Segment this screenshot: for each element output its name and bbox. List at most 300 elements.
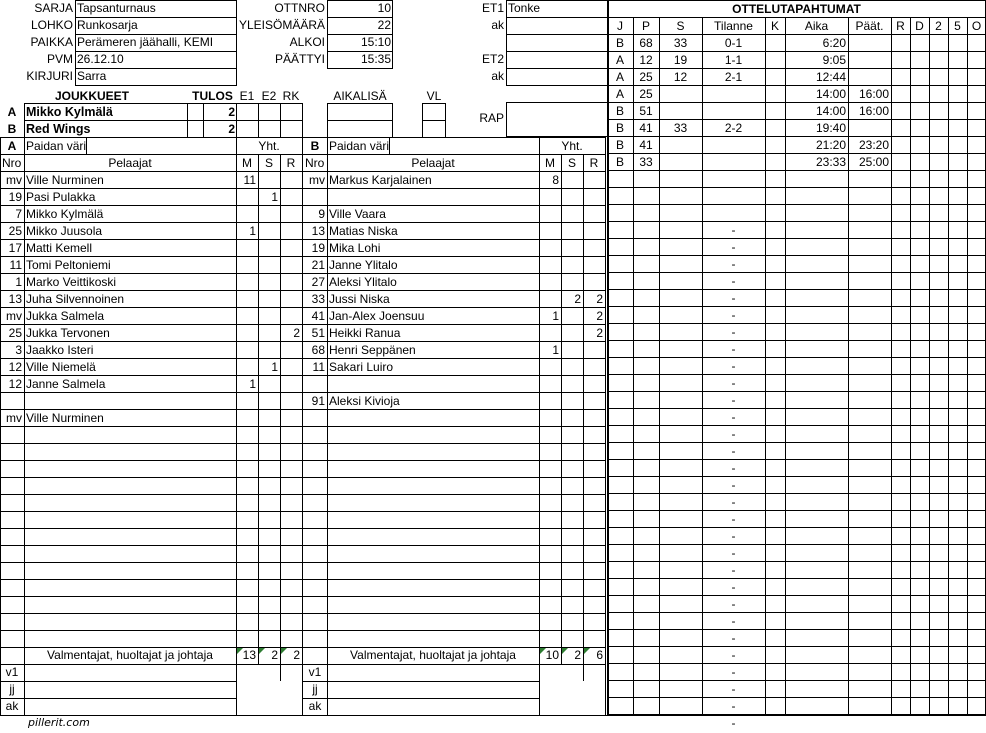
assists-field[interactable]	[561, 376, 583, 393]
event-d-field[interactable]	[910, 290, 929, 307]
event-two-field[interactable]	[929, 69, 948, 86]
event-scorer-field[interactable]	[633, 511, 659, 528]
event-d-field[interactable]	[910, 222, 929, 239]
event-o-field[interactable]	[967, 426, 986, 443]
event-scorer-field[interactable]	[633, 324, 659, 341]
event-team-field[interactable]	[607, 256, 633, 273]
penalty-field[interactable]	[280, 172, 302, 189]
event-score-field[interactable]: -	[731, 699, 736, 713]
penalty-field[interactable]	[583, 495, 605, 512]
player-number-field[interactable]: 17	[8, 241, 22, 255]
player-number-field[interactable]: 25	[8, 326, 22, 340]
event-team-field[interactable]	[607, 409, 633, 426]
assists-field[interactable]	[561, 580, 583, 597]
player-name-field[interactable]	[327, 495, 539, 512]
event-two-field[interactable]	[929, 596, 948, 613]
event-two-field[interactable]	[929, 460, 948, 477]
field-et2[interactable]	[506, 51, 606, 68]
player-number-field[interactable]	[0, 393, 24, 410]
event-scorer-field[interactable]	[633, 528, 659, 545]
event-score-field[interactable]: -	[731, 444, 736, 458]
goals-field[interactable]	[539, 376, 561, 393]
penalty-field[interactable]	[280, 393, 302, 410]
player-name-field[interactable]	[327, 512, 539, 529]
player-number-field[interactable]: 51	[311, 326, 325, 340]
assists-field[interactable]	[561, 444, 583, 461]
event-assist-field[interactable]	[659, 375, 702, 392]
event-r-field[interactable]	[891, 715, 910, 732]
event-end-field[interactable]	[848, 545, 891, 562]
penalty-field[interactable]	[583, 393, 605, 410]
player-name-field[interactable]	[327, 376, 539, 393]
event-assist-field[interactable]: 19	[673, 53, 688, 67]
player-number-field[interactable]: 41	[311, 309, 325, 323]
event-scorer-field[interactable]: 12	[639, 53, 653, 67]
player-number-field[interactable]: mv	[6, 309, 22, 323]
event-r-field[interactable]	[891, 698, 910, 715]
penalty-field[interactable]	[583, 563, 605, 580]
event-o-field[interactable]	[967, 715, 986, 732]
event-o-field[interactable]	[967, 239, 986, 256]
event-end-field[interactable]	[848, 477, 891, 494]
penalty-field[interactable]	[583, 172, 605, 189]
goals-field[interactable]	[236, 614, 258, 631]
player-name-field[interactable]	[24, 529, 236, 546]
assists-field[interactable]	[561, 206, 583, 223]
event-score-field[interactable]: -	[731, 291, 736, 305]
event-team-field[interactable]	[607, 596, 633, 613]
event-end-field[interactable]	[848, 630, 891, 647]
event-assist-field[interactable]	[659, 562, 702, 579]
event-r-field[interactable]	[891, 188, 910, 205]
player-number-field[interactable]	[0, 614, 24, 631]
event-o-field[interactable]	[967, 460, 986, 477]
event-o-field[interactable]	[967, 52, 986, 69]
player-number-field[interactable]	[0, 512, 24, 529]
event-time-field[interactable]	[785, 290, 848, 307]
event-o-field[interactable]	[967, 120, 986, 137]
staff-name-field[interactable]	[24, 681, 236, 698]
goals-field[interactable]	[236, 359, 258, 376]
event-end-field[interactable]	[848, 35, 891, 52]
player-name-field[interactable]: Pasi Pulakka	[26, 190, 96, 204]
event-d-field[interactable]	[910, 698, 929, 715]
event-r-field[interactable]	[891, 511, 910, 528]
event-time-field[interactable]	[785, 392, 848, 409]
event-d-field[interactable]	[910, 358, 929, 375]
player-number-field[interactable]	[0, 597, 24, 614]
field-pvm[interactable]: 26.12.10	[77, 52, 124, 66]
event-time-field[interactable]	[785, 511, 848, 528]
event-time-field[interactable]: 6:20	[822, 36, 846, 50]
event-o-field[interactable]	[967, 324, 986, 341]
player-number-field[interactable]: 33	[311, 292, 325, 306]
goals-field[interactable]	[539, 597, 561, 614]
assists-field[interactable]	[561, 546, 583, 563]
penalty-field[interactable]	[583, 427, 605, 444]
goals-field[interactable]	[539, 529, 561, 546]
event-team-field[interactable]	[607, 545, 633, 562]
penalty-field[interactable]	[583, 631, 605, 648]
event-r-field[interactable]	[891, 409, 910, 426]
event-d-field[interactable]	[910, 426, 929, 443]
player-number-field[interactable]	[303, 614, 327, 631]
event-team-field[interactable]: B	[615, 36, 624, 50]
event-team-field[interactable]	[607, 273, 633, 290]
event-assist-field[interactable]	[659, 290, 702, 307]
event-two-field[interactable]	[929, 239, 948, 256]
penalty-field[interactable]	[280, 512, 302, 529]
event-team-field[interactable]: B	[615, 155, 624, 169]
event-d-field[interactable]	[910, 137, 929, 154]
event-scorer-field[interactable]	[633, 239, 659, 256]
event-d-field[interactable]	[910, 681, 929, 698]
event-d-field[interactable]	[910, 613, 929, 630]
event-two-field[interactable]	[929, 375, 948, 392]
event-five-field[interactable]	[948, 239, 967, 256]
goals-field[interactable]	[236, 631, 258, 648]
event-team-field[interactable]	[607, 426, 633, 443]
assists-field[interactable]	[258, 410, 280, 427]
event-time-field[interactable]	[785, 426, 848, 443]
goals-field[interactable]	[539, 274, 561, 291]
event-r-field[interactable]	[891, 205, 910, 222]
assists-field[interactable]	[258, 427, 280, 444]
event-two-field[interactable]	[929, 511, 948, 528]
player-number-field[interactable]: 68	[311, 343, 325, 357]
player-name-field[interactable]	[24, 614, 236, 631]
event-o-field[interactable]	[967, 307, 986, 324]
event-two-field[interactable]	[929, 715, 948, 732]
player-number-field[interactable]: 19	[8, 190, 22, 204]
event-team-field[interactable]	[607, 239, 633, 256]
event-two-field[interactable]	[929, 290, 948, 307]
event-scorer-field[interactable]	[633, 477, 659, 494]
assists-field[interactable]	[561, 597, 583, 614]
event-r-field[interactable]	[891, 562, 910, 579]
event-score-field[interactable]: -	[731, 342, 736, 356]
event-score-field[interactable]: -	[731, 495, 736, 509]
player-name-field[interactable]: Matias Niska	[329, 224, 398, 238]
event-two-field[interactable]	[929, 324, 948, 341]
event-r-field[interactable]	[891, 596, 910, 613]
player-name-field[interactable]	[327, 461, 539, 478]
event-o-field[interactable]	[967, 358, 986, 375]
event-scorer-field[interactable]	[633, 715, 659, 732]
event-score-field[interactable]: -	[731, 257, 736, 271]
event-team-field[interactable]	[607, 324, 633, 341]
player-name-field[interactable]	[24, 461, 236, 478]
player-name-field[interactable]	[24, 580, 236, 597]
goals-field[interactable]	[236, 410, 258, 427]
player-number-field[interactable]: 3	[15, 343, 22, 357]
player-number-field[interactable]	[0, 444, 24, 461]
event-team-field[interactable]	[607, 358, 633, 375]
event-assist-field[interactable]	[659, 324, 702, 341]
assists-field[interactable]	[561, 308, 583, 325]
event-r-field[interactable]	[891, 681, 910, 698]
penalty-field[interactable]	[280, 478, 302, 495]
goals-field[interactable]: 1	[249, 377, 256, 391]
event-scorer-field[interactable]: 51	[639, 104, 653, 118]
goals-field[interactable]: 1	[249, 224, 256, 238]
event-time-field[interactable]	[785, 630, 848, 647]
event-k-field[interactable]	[765, 375, 785, 392]
event-k-field[interactable]	[765, 579, 785, 596]
event-assist-field[interactable]	[659, 188, 702, 205]
event-o-field[interactable]	[967, 681, 986, 698]
field-et1[interactable]: Tonke	[508, 1, 541, 15]
assists-field[interactable]	[258, 495, 280, 512]
event-score-field[interactable]	[702, 86, 765, 103]
event-end-field[interactable]	[848, 664, 891, 681]
event-five-field[interactable]	[948, 35, 967, 52]
event-o-field[interactable]	[967, 630, 986, 647]
event-two-field[interactable]	[929, 256, 948, 273]
player-name-field[interactable]	[327, 614, 539, 631]
event-o-field[interactable]	[967, 137, 986, 154]
event-scorer-field[interactable]: 68	[639, 36, 653, 50]
event-time-field[interactable]	[785, 171, 848, 188]
event-r-field[interactable]	[891, 256, 910, 273]
event-five-field[interactable]	[948, 273, 967, 290]
event-assist-field[interactable]	[659, 137, 702, 154]
event-scorer-field[interactable]	[633, 613, 659, 630]
goals-field[interactable]	[539, 546, 561, 563]
event-k-field[interactable]	[765, 426, 785, 443]
goals-field[interactable]	[236, 512, 258, 529]
player-number-field[interactable]: mv	[309, 173, 325, 187]
event-scorer-field[interactable]	[633, 443, 659, 460]
event-d-field[interactable]	[910, 273, 929, 290]
penalty-field[interactable]	[280, 631, 302, 648]
penalty-field[interactable]	[280, 614, 302, 631]
event-score-field[interactable]	[702, 154, 765, 171]
event-r-field[interactable]	[891, 222, 910, 239]
event-scorer-field[interactable]	[633, 307, 659, 324]
event-r-field[interactable]	[891, 171, 910, 188]
event-time-field[interactable]: 14:00	[815, 87, 846, 101]
assists-field[interactable]	[561, 563, 583, 580]
event-two-field[interactable]	[929, 409, 948, 426]
player-name-field[interactable]: Ville Niemelä	[26, 360, 96, 374]
event-k-field[interactable]	[765, 613, 785, 630]
goals-field[interactable]	[236, 393, 258, 410]
event-k-field[interactable]	[765, 596, 785, 613]
event-k-field[interactable]	[765, 392, 785, 409]
event-k-field[interactable]	[765, 562, 785, 579]
event-scorer-field[interactable]	[633, 341, 659, 358]
event-time-field[interactable]	[785, 698, 848, 715]
event-team-field[interactable]: B	[615, 138, 624, 152]
event-team-field[interactable]	[607, 647, 633, 664]
event-assist-field[interactable]	[659, 426, 702, 443]
event-time-field[interactable]	[785, 375, 848, 392]
event-k-field[interactable]	[765, 681, 785, 698]
event-r-field[interactable]	[891, 307, 910, 324]
penalty-field[interactable]	[280, 546, 302, 563]
event-k-field[interactable]	[765, 630, 785, 647]
penalty-field[interactable]	[280, 563, 302, 580]
player-name-field[interactable]: Markus Karjalainen	[329, 173, 432, 187]
event-score-field[interactable]: -	[731, 461, 736, 475]
player-number-field[interactable]: mv	[6, 173, 22, 187]
event-five-field[interactable]	[948, 103, 967, 120]
event-team-field[interactable]	[607, 443, 633, 460]
assists-field[interactable]	[258, 631, 280, 648]
event-scorer-field[interactable]	[633, 222, 659, 239]
event-r-field[interactable]	[891, 494, 910, 511]
event-d-field[interactable]	[910, 579, 929, 596]
event-end-field[interactable]	[848, 222, 891, 239]
event-end-field[interactable]	[848, 528, 891, 545]
event-scorer-field[interactable]	[633, 409, 659, 426]
event-time-field[interactable]: 19:40	[815, 121, 846, 135]
event-o-field[interactable]	[967, 273, 986, 290]
event-end-field[interactable]	[848, 69, 891, 86]
player-number-field[interactable]	[303, 410, 327, 427]
player-number-field[interactable]: 11	[9, 258, 22, 272]
event-end-field[interactable]	[848, 290, 891, 307]
event-assist-field[interactable]	[659, 647, 702, 664]
goals-field[interactable]: 1	[552, 309, 559, 323]
player-name-field[interactable]	[24, 631, 236, 648]
event-two-field[interactable]	[929, 630, 948, 647]
penalty-field[interactable]	[583, 512, 605, 529]
event-assist-field[interactable]	[659, 154, 702, 171]
event-end-field[interactable]	[848, 494, 891, 511]
event-five-field[interactable]	[948, 562, 967, 579]
event-r-field[interactable]	[891, 290, 910, 307]
event-time-field[interactable]	[785, 341, 848, 358]
event-scorer-field[interactable]	[633, 545, 659, 562]
goals-field[interactable]	[539, 359, 561, 376]
event-k-field[interactable]	[765, 273, 785, 290]
event-scorer-field[interactable]	[633, 630, 659, 647]
event-five-field[interactable]	[948, 698, 967, 715]
assists-field[interactable]	[561, 257, 583, 274]
event-end-field[interactable]	[848, 443, 891, 460]
player-number-field[interactable]	[0, 478, 24, 495]
event-end-field[interactable]	[848, 239, 891, 256]
event-k-field[interactable]	[765, 86, 785, 103]
player-number-field[interactable]	[0, 495, 24, 512]
event-score-field[interactable]: -	[731, 427, 736, 441]
event-score-field[interactable]: -	[731, 665, 736, 679]
event-time-field[interactable]: 12:44	[815, 70, 846, 84]
goals-field[interactable]: 8	[552, 173, 559, 187]
event-end-field[interactable]	[848, 358, 891, 375]
event-team-field[interactable]	[607, 477, 633, 494]
penalty-field[interactable]	[280, 597, 302, 614]
penalty-field[interactable]	[583, 478, 605, 495]
event-end-field[interactable]	[848, 120, 891, 137]
event-r-field[interactable]	[891, 86, 910, 103]
event-assist-field[interactable]	[659, 494, 702, 511]
event-team-field[interactable]	[607, 375, 633, 392]
player-name-field[interactable]	[327, 478, 539, 495]
goals-field[interactable]: 1	[552, 343, 559, 357]
event-k-field[interactable]	[765, 137, 785, 154]
event-five-field[interactable]	[948, 341, 967, 358]
event-time-field[interactable]	[785, 205, 848, 222]
event-d-field[interactable]	[910, 528, 929, 545]
goals-field[interactable]	[539, 563, 561, 580]
event-time-field[interactable]	[785, 647, 848, 664]
assists-field[interactable]	[258, 529, 280, 546]
penalty-field[interactable]	[583, 240, 605, 257]
player-number-field[interactable]: 13	[311, 224, 325, 238]
event-end-field[interactable]	[848, 188, 891, 205]
player-name-field[interactable]	[327, 444, 539, 461]
event-team-field[interactable]	[607, 562, 633, 579]
event-o-field[interactable]	[967, 511, 986, 528]
assists-field[interactable]	[258, 546, 280, 563]
event-scorer-field[interactable]	[633, 171, 659, 188]
penalty-field[interactable]	[583, 529, 605, 546]
event-score-field[interactable]: -	[731, 512, 736, 526]
assists-field[interactable]	[561, 461, 583, 478]
event-assist-field[interactable]: 12	[673, 70, 688, 84]
assists-field[interactable]	[258, 325, 280, 342]
event-scorer-field[interactable]	[633, 647, 659, 664]
event-k-field[interactable]	[765, 715, 785, 732]
event-assist-field[interactable]	[659, 409, 702, 426]
event-o-field[interactable]	[967, 103, 986, 120]
event-o-field[interactable]	[967, 664, 986, 681]
event-scorer-field[interactable]	[633, 290, 659, 307]
event-team-field[interactable]	[607, 630, 633, 647]
event-d-field[interactable]	[910, 392, 929, 409]
event-score-field[interactable]: -	[731, 597, 736, 611]
event-assist-field[interactable]	[659, 341, 702, 358]
player-number-field[interactable]	[0, 580, 24, 597]
player-number-field[interactable]	[0, 529, 24, 546]
player-number-field[interactable]	[303, 563, 327, 580]
event-scorer-field[interactable]	[633, 562, 659, 579]
event-k-field[interactable]	[765, 460, 785, 477]
assists-field[interactable]	[258, 223, 280, 240]
event-r-field[interactable]	[891, 69, 910, 86]
event-five-field[interactable]	[948, 460, 967, 477]
event-team-field[interactable]	[607, 290, 633, 307]
assists-field[interactable]	[561, 393, 583, 410]
event-time-field[interactable]	[785, 613, 848, 630]
goals-field[interactable]	[236, 189, 258, 206]
event-end-field[interactable]	[848, 409, 891, 426]
event-r-field[interactable]	[891, 460, 910, 477]
event-r-field[interactable]	[891, 392, 910, 409]
assists-field[interactable]	[561, 478, 583, 495]
goals-field[interactable]	[236, 495, 258, 512]
event-team-field[interactable]	[607, 613, 633, 630]
event-score-field[interactable]: -	[731, 716, 736, 730]
penalty-field[interactable]	[583, 461, 605, 478]
player-number-field[interactable]: 91	[311, 394, 325, 408]
event-r-field[interactable]	[891, 528, 910, 545]
event-team-field[interactable]	[607, 205, 633, 222]
event-scorer-field[interactable]	[633, 579, 659, 596]
penalty-field[interactable]	[280, 274, 302, 291]
assists-field[interactable]	[258, 580, 280, 597]
event-d-field[interactable]	[910, 647, 929, 664]
event-d-field[interactable]	[910, 239, 929, 256]
field-kirjuri[interactable]: Sarra	[77, 69, 107, 83]
assists-field[interactable]	[561, 495, 583, 512]
player-number-field[interactable]: 12	[8, 377, 22, 391]
event-two-field[interactable]	[929, 222, 948, 239]
penalty-field[interactable]: 2	[596, 309, 603, 323]
